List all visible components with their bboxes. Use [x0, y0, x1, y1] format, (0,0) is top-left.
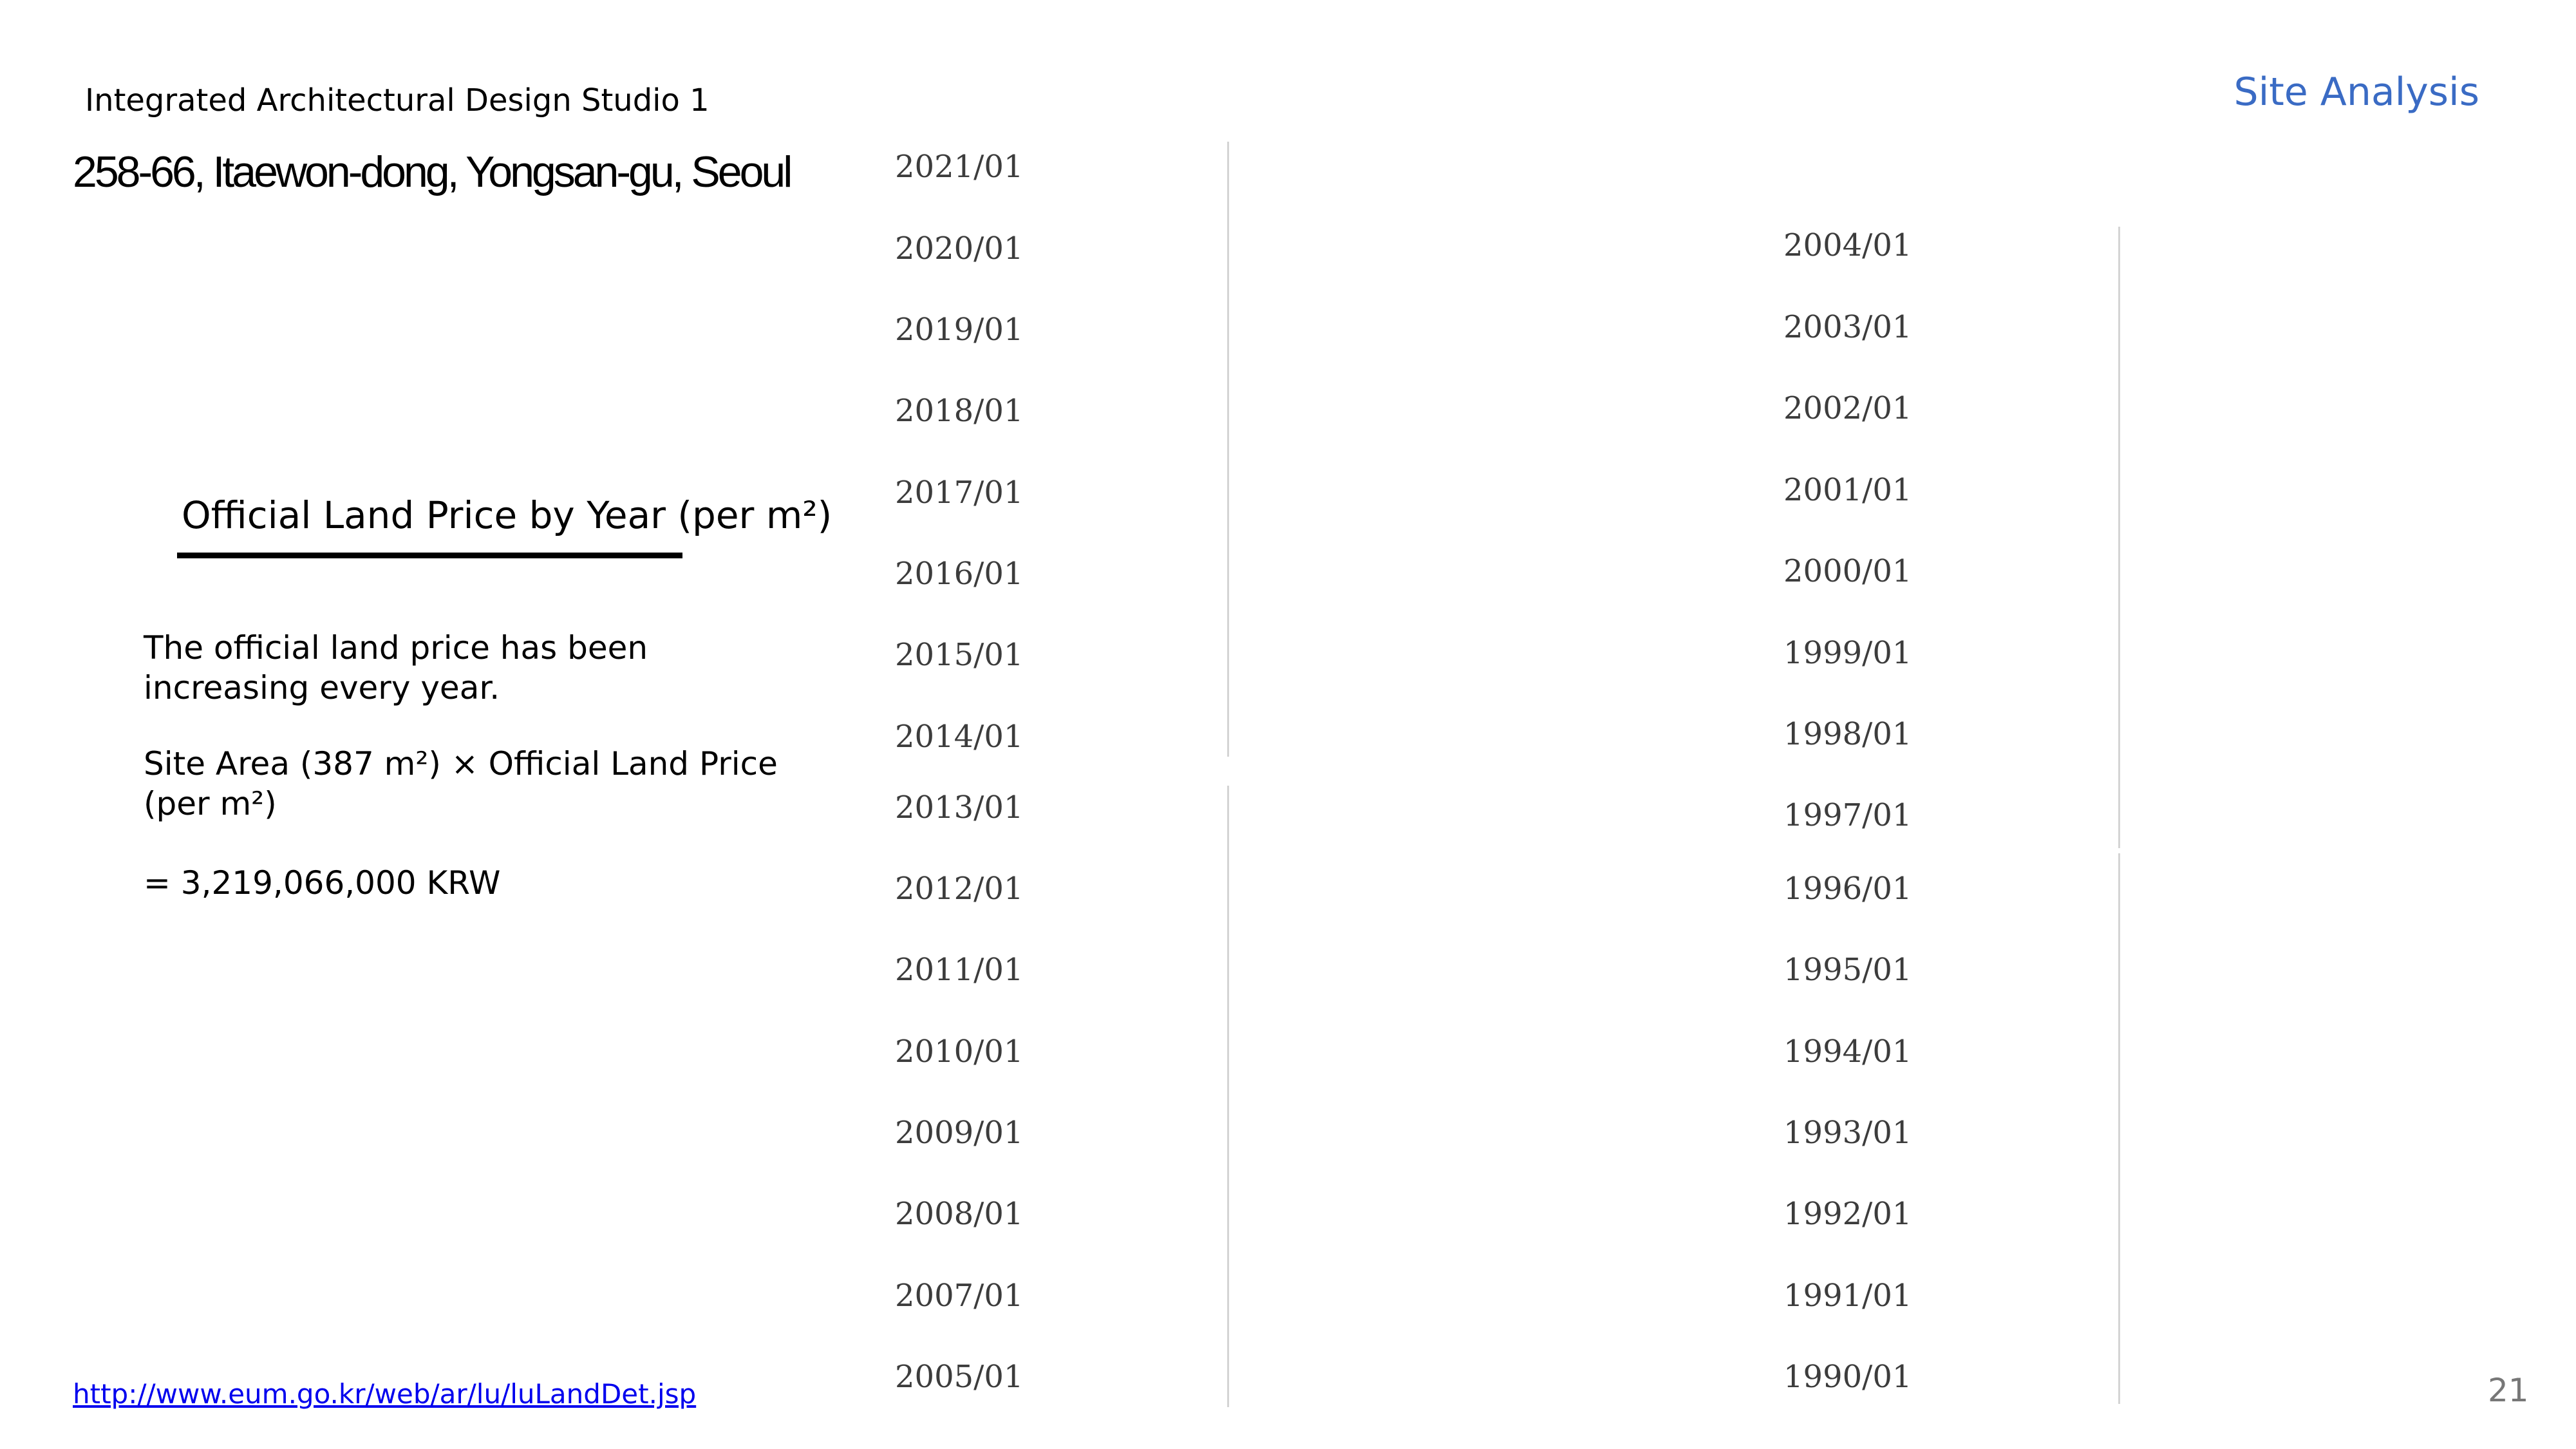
price-row-date: 2011/01 — [895, 952, 1024, 988]
price-row-date: 1997/01 — [1783, 797, 1912, 833]
price-row-date: 2020/01 — [895, 231, 1024, 267]
course-title: Integrated Architectural Design Studio 1 — [85, 82, 710, 118]
description-paragraph: The official land price has been increasing every year. — [144, 629, 648, 706]
price-row-date: 2010/01 — [895, 1034, 1024, 1070]
price-row-date: 2019/01 — [895, 312, 1024, 348]
heading-underline — [177, 553, 682, 558]
price-row-date: 2009/01 — [895, 1115, 1024, 1151]
section-title: Site Analysis — [2233, 70, 2479, 115]
price-row-date: 2005/01 — [895, 1359, 1024, 1395]
price-row-date: 2018/01 — [895, 393, 1024, 429]
price-row-date: 2000/01 — [1783, 553, 1912, 589]
price-row-date: 2008/01 — [895, 1196, 1024, 1232]
column-divider — [2118, 853, 2120, 1404]
price-row-date: 2004/01 — [1783, 227, 1912, 263]
price-row-date: 1990/01 — [1783, 1359, 1912, 1395]
price-row-date: 2021/01 — [895, 149, 1024, 185]
price-row-date: 1991/01 — [1783, 1278, 1912, 1314]
price-row-date: 2012/01 — [895, 871, 1024, 907]
source-link[interactable]: http://www.eum.go.kr/web/ar/lu/luLandDet.jsp — [73, 1378, 697, 1410]
price-row-date: 2013/01 — [895, 790, 1024, 826]
price-row-date: 1999/01 — [1783, 635, 1912, 671]
section-heading: Official Land Price by Year (per m²) — [182, 493, 832, 537]
price-row-date: 1998/01 — [1783, 716, 1912, 752]
price-row-date: 2003/01 — [1783, 309, 1912, 345]
price-row-date: 2017/01 — [895, 475, 1024, 511]
price-row-date: 1994/01 — [1783, 1034, 1912, 1070]
price-row-date: 1992/01 — [1783, 1196, 1912, 1232]
total-value: = 3,219,066,000 KRW — [144, 864, 501, 902]
price-row-date: 2001/01 — [1783, 472, 1912, 508]
price-row-date: 2014/01 — [895, 719, 1024, 755]
site-address: 258-66, Itaewon-dong, Yongsan-gu, Seoul — [73, 147, 791, 196]
page-number: 21 — [2488, 1372, 2529, 1409]
price-row-date: 1995/01 — [1783, 952, 1912, 988]
price-row-date: 2007/01 — [895, 1278, 1024, 1314]
column-divider — [1227, 142, 1229, 757]
price-row-date: 1996/01 — [1783, 871, 1912, 907]
formula-paragraph: Site Area (387 m²) × Official Land Price (per m²) — [144, 745, 778, 822]
price-row-date: 1993/01 — [1783, 1115, 1912, 1151]
price-row-date: 2015/01 — [895, 637, 1024, 673]
price-row-date: 2002/01 — [1783, 390, 1912, 426]
column-divider — [1227, 786, 1229, 1407]
price-row-date: 2016/01 — [895, 556, 1024, 592]
column-divider — [2118, 227, 2120, 848]
